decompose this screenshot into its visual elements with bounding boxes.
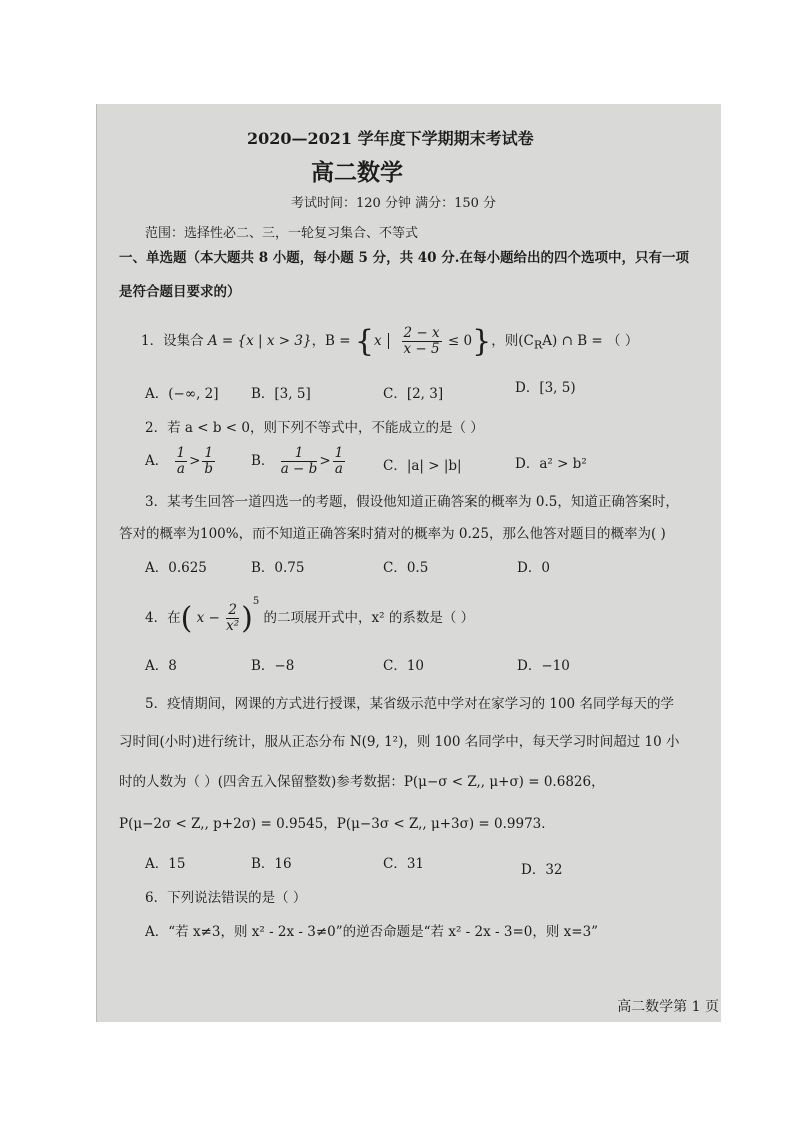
q1-frac-den: x − 5 [403,341,440,357]
q1-suffix: ，则(C [491,333,534,349]
q2-b-f1-den: a − b [280,461,318,477]
q6-option-a: A．“若 x≠3，则 x² - 2x - 3≠0”的逆否命题是“若 x² - 2x - 3=0，则 x=3” [145,924,599,940]
q2-a-gt: > [189,453,201,469]
q1-prefix: 1．设集合 [141,333,208,349]
q2-b-gt: > [319,453,331,469]
exam-info: 考试时间：120 分钟 满分：150 分 [291,196,497,211]
q1-x: x [373,333,382,349]
q2-option-c: C．|a| > |b| [383,458,462,474]
q2-a-f2-den: b [204,461,214,477]
q2-a-f2-num: 1 [204,445,214,461]
q4-x-minus: x − [196,610,220,626]
q3-option-d: D．0 [517,560,550,576]
q2-b-frac1 [281,446,318,477]
q1-frac-num: 2 − x [403,325,440,341]
q2-a-f1-num: 1 [176,445,186,461]
q4-option-d: D．−10 [517,658,570,674]
subject-title: 高二数学 [311,160,403,186]
question-5-line1: 5．疫情期间，网课的方式进行授课，某省级示范中学对在家学习的 100 名同学每天的学 [145,696,674,712]
q2-b-f2-num: 1 [334,445,344,461]
q5-option-b: B．16 [251,856,292,872]
q4-power: 5 [252,596,260,607]
q2-a-frac2 [202,446,215,477]
question-5-line3: 时的人数为（ ）(四舍五入保留整数)参考数据：P(μ−σ < Z,, μ+σ) = 0.6826， [119,774,605,790]
q4-frac-num: 2 [226,603,239,619]
q1-suffix2: A) ∩ B = （ ） [542,333,639,349]
q1-set-a: A = {x | x > 3} [207,333,312,349]
q2-option-b [251,446,347,477]
q1-mid: ，B = [311,333,351,349]
q3-option-b: B．0.75 [251,560,305,576]
q4-frac-den: x² [226,618,240,634]
question-3-line1: 3．某考生回答一道四选一的考题，假设他知道正确答案的概率为 0.5，知道正确答案时， [145,494,679,510]
q2-b-frac2 [333,446,346,477]
q1-le0: ≤ 0 [447,333,473,349]
q2-a-label: A． [145,453,169,469]
q4-paren-open: ( [180,601,193,636]
exam-scope: 范围：选择性必二、三，一轮复习集合、不等式 [145,226,419,241]
question-5-line2: 习时间(小时)进行统计，服从正态分布 N(9, 1²)，则 100 名同学中，每天学习时间超过 10 小 [119,734,680,750]
q2-b-f2-den: a [334,461,343,477]
q1-option-b: B．[3, 5] [251,386,311,402]
exam-title: 2020—2021 学年度下学期期末考试卷 [247,129,534,148]
q2-option-d: D．a² > b² [515,456,587,472]
page-footer: 高二数学第 1 页 [617,999,719,1015]
q4-paren-close: ) [241,601,253,636]
q2-b-f1-num: 1 [281,446,318,462]
q3-option-a: A．0.625 [145,560,207,576]
question-2-stem: 2．若 a < b < 0，则下列不等式中，不能成立的是（ ） [145,420,484,436]
q2-option-a [145,446,217,477]
q1-left-brace: { [354,324,374,359]
q3-option-c: C．0.5 [383,560,429,576]
q2-b-label: B． [251,453,275,469]
q4-fraction [226,603,239,634]
section-heading-line2: 是符合题目要求的） [119,284,241,300]
q1-sub: R [533,338,543,352]
q5-option-d: D．32 [521,862,563,878]
question-5-line4: P(μ−2σ < Z,, p+2σ) = 0.9545，P(μ−3σ < Z,, μ+3σ) = 0.9973． [119,816,555,832]
q5-option-a: A．15 [145,856,186,872]
q1-option-d: D．[3, 5) [515,380,576,396]
q2-a-f1-den: a [176,461,185,477]
q5-option-c: C．31 [383,856,425,872]
q2-a-frac1 [175,446,188,477]
q1-option-a: A．(−∞, 2] [145,386,219,402]
question-3-line2: 答对的概率为100%，而不知道正确答案时猜对的概率为 0.25，那么他答对题目的概率为( ) [119,526,666,542]
q1-right-brace: } [472,324,492,359]
q4-suffix: 的二项展开式中，x² 的系数是（ ） [263,610,475,626]
q1-bar [388,333,393,349]
section-heading-line1: 一、单选题（本大题共 8 小题，每小题 5 分，共 40 分.在每小题给出的四个选项中，只有一项 [119,250,689,266]
q1-fraction [402,326,442,357]
q4-option-b: B．−8 [251,658,295,674]
exam-sheet [96,104,721,1022]
q4-option-c: C．10 [383,658,425,674]
question-4-stem [145,596,474,636]
question-1-stem [141,324,638,359]
question-6-stem: 6．下列说法错误的是（ ） [145,890,307,906]
q1-option-c: C．[2, 3] [383,386,444,402]
q4-option-a: A．8 [145,658,177,674]
q4-prefix: 4．在 [145,610,181,626]
